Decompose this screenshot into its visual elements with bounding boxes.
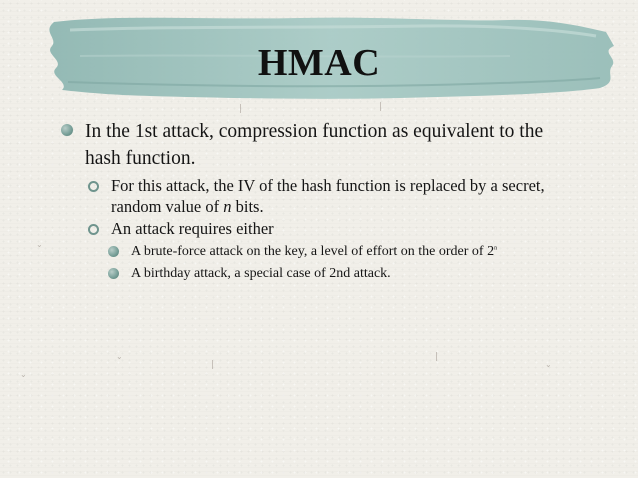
variable-n: n	[223, 197, 232, 216]
paper-texture-mark	[436, 352, 437, 361]
bullet-level2-line2-pre: random value of	[111, 197, 224, 216]
paper-texture-mark	[212, 360, 213, 369]
superscript-n: n	[494, 245, 498, 252]
bullet-level1-line2: hash function.	[85, 148, 196, 169]
bullet-ring-icon	[88, 181, 99, 192]
bullet-level2-line2-post: bits.	[231, 197, 264, 216]
bullet-level3-line: A brute-force attack on the key, a level of effort on the order of 2	[131, 244, 495, 259]
bullet-dot-icon	[108, 246, 119, 257]
paper-texture-tick: ⌄	[116, 352, 123, 361]
bullet-level3-text: A birthday attack, a special case of 2nd attack.	[131, 266, 391, 281]
bullet-dot-icon	[108, 268, 119, 279]
bullet-level2-text: An attack requires either	[111, 219, 274, 238]
paper-texture-tick: ⌄	[36, 240, 43, 249]
bullet-ring-icon	[88, 224, 99, 235]
bullet-dot-icon	[61, 124, 73, 136]
bullet-level2-line1: For this attack, the IV of the hash function is replaced by a secret,	[111, 176, 545, 195]
paper-texture-mark	[240, 104, 241, 113]
bullet-level1-text	[85, 118, 605, 172]
bullet-level3-text	[131, 243, 601, 261]
paper-texture-tick: ⌄	[20, 370, 27, 379]
paper-texture-tick: ⌄	[545, 360, 552, 369]
bullet-level2-text	[111, 175, 591, 217]
slide-title: HMAC	[257, 42, 381, 84]
bullet-level1-line1: In the 1st attack, compression function as equivalent to the	[85, 121, 544, 142]
